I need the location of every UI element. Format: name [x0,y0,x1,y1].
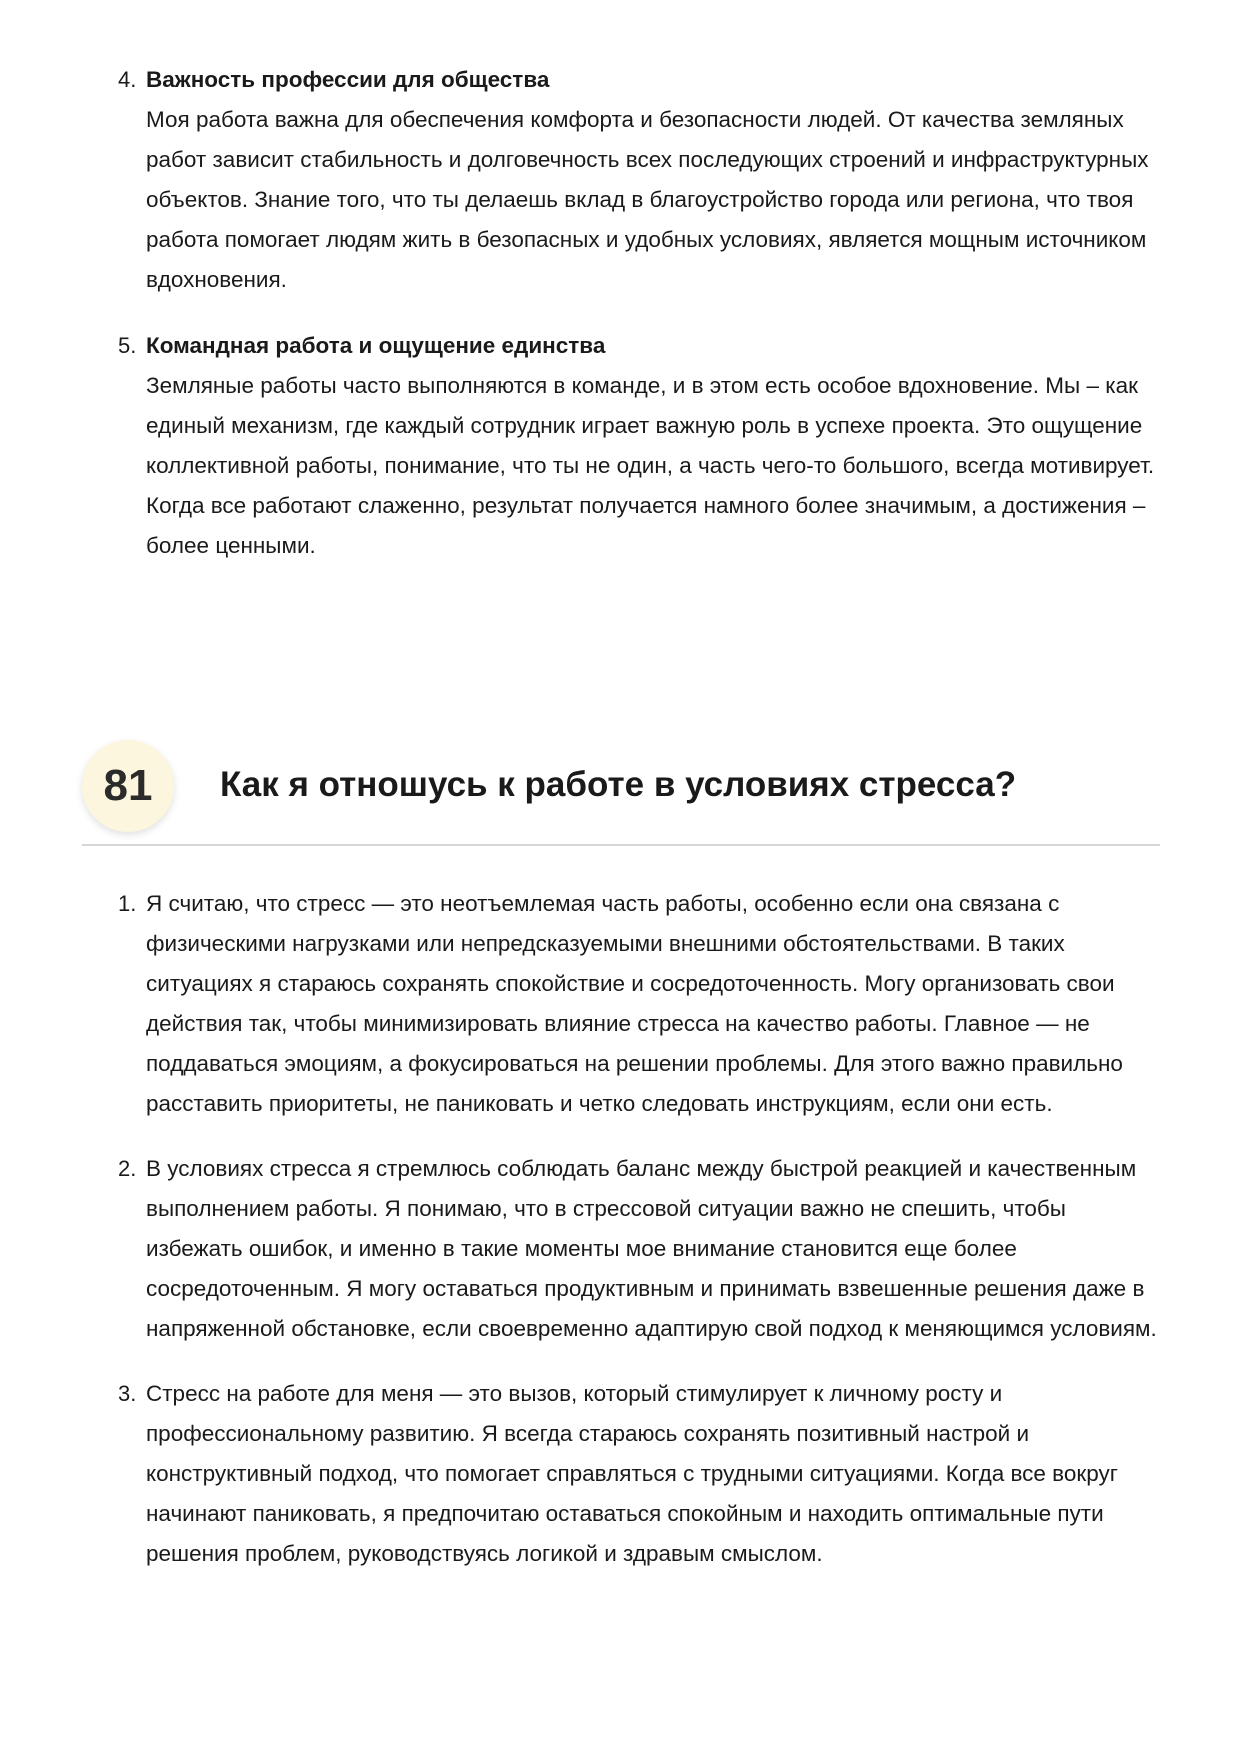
list-item-number: 4. [118,67,137,92]
answers-list [0,884,1239,1574]
list-item-number: 1. [118,891,137,916]
section-divider [82,844,1160,846]
list-item-number: 5. [118,333,137,358]
list-item-text: Стресс на работе для меня — это вызов, который стимулирует к личному росту и профессиональному развитию. Я всегда стараюсь сохранять позитивный настрой и конструктивный подход, что помогает справляться с трудными ситуациями. Когда все вокруг начинают паниковать, я предпочитаю оставаться спокойным и находить оптимальные пути решения проблем, руководствуясь логикой и здравым смыслом. [146,1381,1118,1566]
list-item-text: Земляные работы часто выполняются в команде, и в этом есть особое вдохновение. Мы – как единый механизм, где каждый сотрудник играет важную роль в успехе проекта. Это ощущение коллективной работы, понимание, что ты не один, а часть чего-то большого, всегда мотивирует. Когда все работают слаженно, результат получается намного более значимым, а достижения – более ценными. [146,373,1155,558]
list-item-title: Важность профессии для общества [146,67,550,92]
section-title: Как я отношусь к работе в условиях стресса? [220,765,1017,804]
list-item [0,1374,1239,1574]
list-item-title: Командная работа и ощущение единства [146,333,606,358]
list-item-number: 3. [118,1381,137,1406]
list-item-number: 2. [118,1156,137,1181]
list-item-body [146,60,1166,300]
list-item-text: Я считаю, что стресс — это неотъемлемая часть работы, особенно если она связана с физическими нагрузками или непредсказуемыми внешними обстоятельствами. В таких ситуациях я стараюсь сохранять спокойствие и сосредоточенность. Могу организовать свои действия так, чтобы минимизировать влияние стресса на качество работы. Главное — не поддаваться эмоциям, а фокусироваться на решении проблемы. Для этого важно правильно расставить приоритеты, не паниковать и четко следовать инструкциям, если они есть. [146,891,1123,1116]
section-header [82,740,1160,846]
motivation-list [0,60,1239,566]
list-item-body [146,326,1166,566]
list-item [0,884,1239,1124]
list-item-text: Моя работа важна для обеспечения комфорта и безопасности людей. От качества земляных работ зависит стабильность и долговечность всех последующих строений и инфраструктурных объектов. Знание того, что ты делаешь вклад в благоустройство города или региона, что твоя работа помогает людям жить в безопасных и удобных условиях, является мощным источником вдохновения. [146,107,1149,292]
list-item [0,60,1239,300]
list-item [0,1149,1239,1349]
section-number-badge: 81 [82,740,174,832]
list-item [0,326,1239,566]
list-item-text: В условиях стресса я стремлюсь соблюдать баланс между быстрой реакцией и качественным выполнением работы. Я понимаю, что в стрессовой ситуации важно не спешить, чтобы избежать ошибок, и именно в такие моменты мое внимание становится еще более сосредоточенным. Я могу оставаться продуктивным и принимать взвешенные решения даже в напряженной обстановке, если своевременно адаптирую свой подход к меняющимся условиям. [146,1156,1157,1341]
